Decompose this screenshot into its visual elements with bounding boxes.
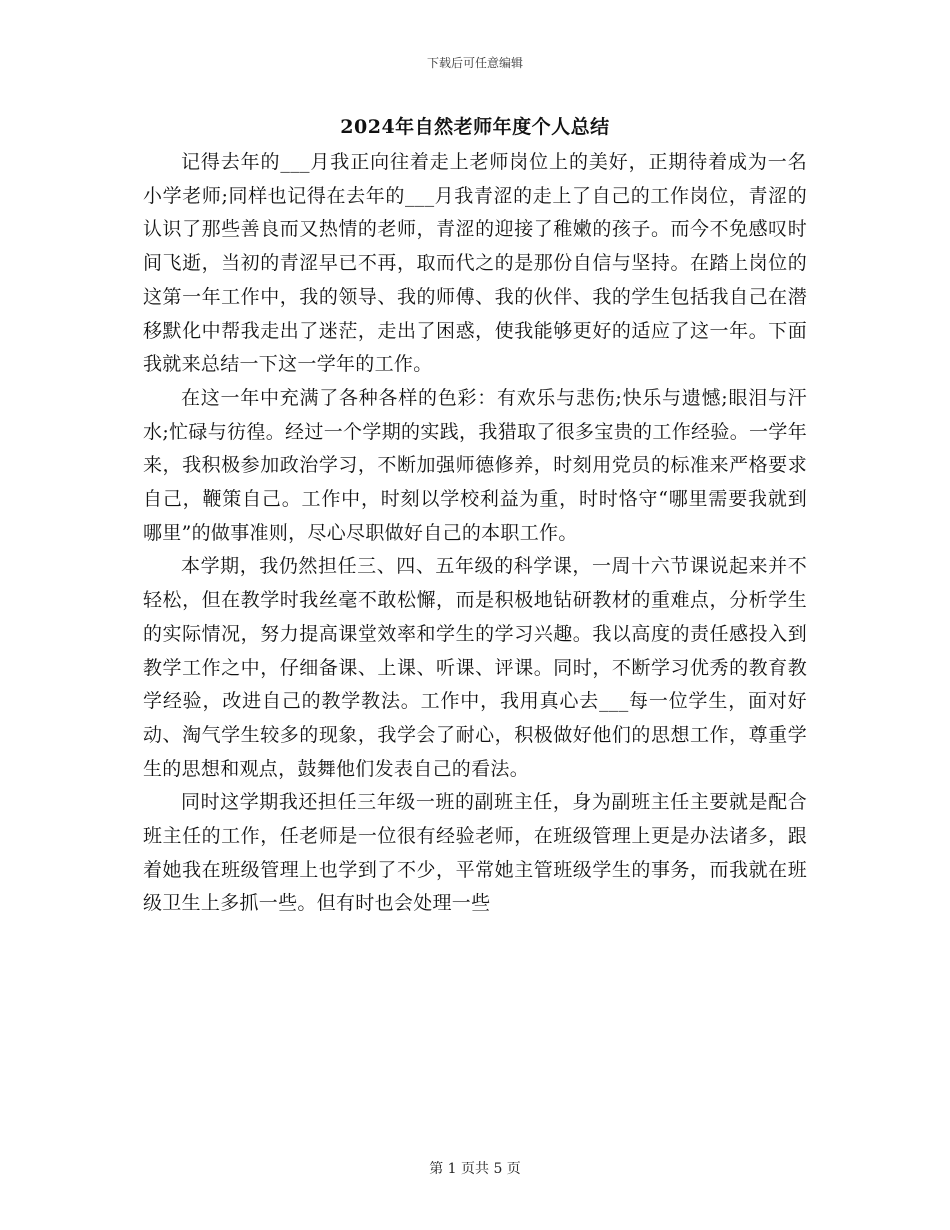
paragraph-1: 记得去年的___月我正向往着走上老师岗位上的美好，正期待着成为一名小学老师;同样也记得在去年的___月我青涩的走上了自己的工作岗位，青涩的认识了那些善良而又热情的老师，青涩的迎接了稚嫩的孩子。而今不免感叹时间飞逝，当初的青涩早已不再，取而代之的是那份自信与坚持。在踏上岗位的这第一年工作中，我的领导、我的师傅、我的伙伴、我的学生包括我自己在潜移默化中帮我走出了迷茫，走出了困惑，使我能够更好的适应了这一年。下面我就来总结一下这一学年的工作。 [143,151,807,376]
paragraph-2: 在这一年中充满了各种各样的色彩：有欢乐与悲伤;快乐与遗憾;眼泪与汗水;忙碌与彷徨。经过一个学期的实践，我猎取了很多宝贵的工作经验。一学年来，我积极参加政治学习，不断加强师德修养，时刻用党员的标准来严格要求自己，鞭策自己。工作中，时刻以学校利益为重，时时恪守“哪里需要我就到哪里”的做事准则，尽心尽职做好自己的本职工作。 [143,386,807,544]
page-footer: 第 1 页共 5 页 [429,1161,521,1177]
paragraph-4: 同时这学期我还担任三年级一班的副班主任，身为副班主任主要就是配合班主任的工作，任老师是一位很有经验老师，在班级管理上更是办法诸多，跟着她我在班级管理上也学到了不少，平常她主管班级学生的事务，而我就在班级卫生上多抓一些。但有时也会处理一些 [143,791,807,915]
paragraph-3: 本学期，我仍然担任三、四、五年级的科学课，一周十六节课说起来并不轻松，但在教学时我丝毫不敢松懈，而是积极地钻研教材的重难点，分析学生的实际情况，努力提高课堂效率和学生的学习兴趣。我以高度的责任感投入到教学工作之中，仔细备课、上课、听课、评课。同时，不断学习优秀的教育教学经验，改进自己的教学教法。工作中，我用真心去___每一位学生，面对好动、淘气学生较多的现象，我学会了耐心，积极做好他们的思想工作，尊重学生的思想和观点，鼓舞他们发表自己的看法。 [143,555,807,780]
header-note: 下载后可任意编辑 [426,56,523,70]
document-title: 2024年自然老师年度个人总结 [340,116,610,138]
document-body [143,146,807,921]
